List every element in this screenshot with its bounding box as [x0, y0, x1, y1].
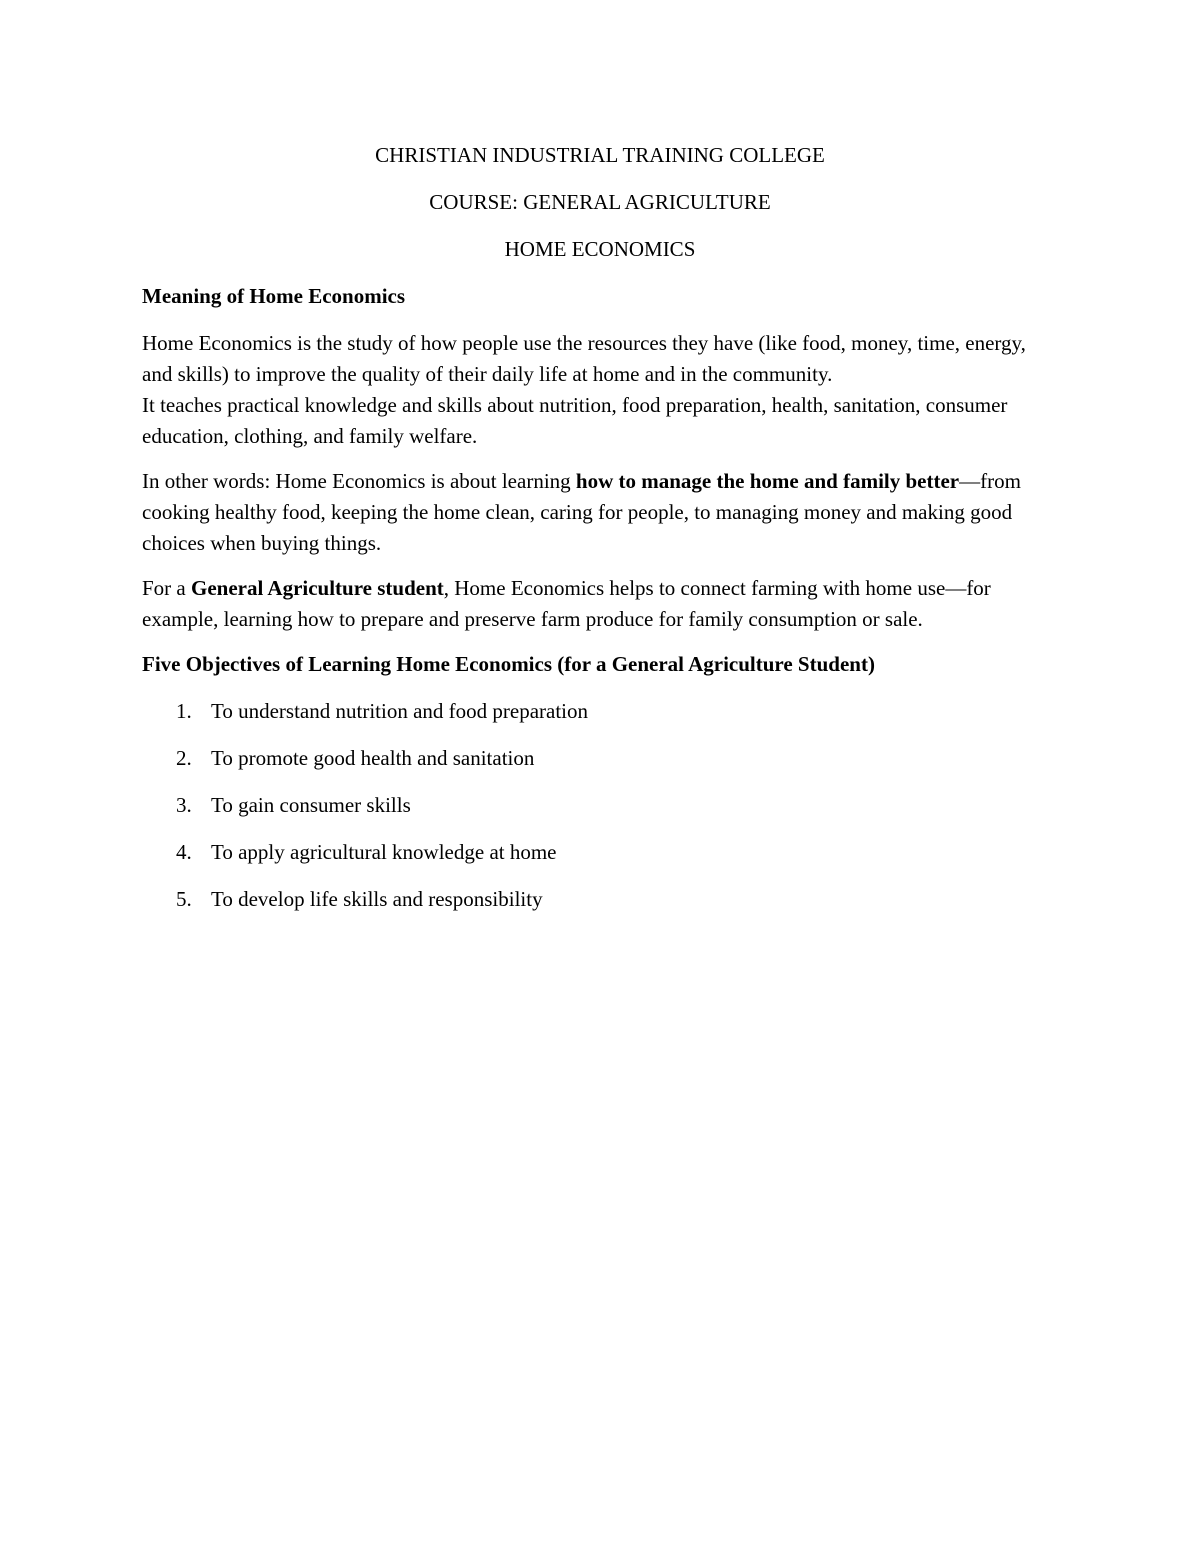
objectives-heading: Five Objectives of Learning Home Economics (for a General Agriculture Student) [142, 652, 875, 676]
list-item-number: 3. [176, 793, 192, 817]
list-item [142, 696, 1058, 727]
meaning-paragraph-1-line-1: Home Economics is the study of how people use the resources they have (like food, money, time, energy, and skills) to improve the quality of their daily life at home and in the community. [142, 331, 1026, 386]
document-body [142, 140, 1058, 931]
meaning-paragraph-3 [142, 573, 1058, 635]
paragraph-3-text-end: , Home Economics helps to connect farming with home use—for example, learning how to prepare and preserve farm produce for family consumption or sale. [142, 576, 991, 631]
list-item [142, 884, 1058, 915]
list-item-number: 1. [176, 699, 192, 723]
list-item-number: 5. [176, 887, 192, 911]
list-item-text: To promote good health and sanitation [211, 746, 535, 770]
list-item-text: To understand nutrition and food preparation [211, 699, 589, 723]
meaning-paragraph-1 [142, 328, 1058, 452]
paragraph-2-bold-text: how to manage the home and family better [575, 469, 960, 493]
paragraph-3-text-start: For a [142, 576, 191, 600]
objectives-list [142, 696, 1058, 915]
list-item [142, 837, 1058, 868]
paragraph-2-text-start: In other words: Home Economics is about learning [142, 469, 576, 493]
meaning-paragraph-2 [142, 466, 1058, 559]
paragraph-2-text-end: —from cooking healthy food, keeping the home clean, caring for people, to managing money and making good choices when buying things. [142, 469, 1021, 555]
list-item-number: 2. [176, 746, 192, 770]
meaning-heading: Meaning of Home Economics [142, 284, 406, 308]
subject-title: HOME ECONOMICS [504, 237, 696, 261]
paragraph-3-bold-text: General Agriculture student [191, 576, 444, 600]
course-title: COURSE: GENERAL AGRICULTURE [429, 190, 771, 214]
list-item-text: To apply agricultural knowledge at home [211, 840, 557, 864]
list-item [142, 790, 1058, 821]
list-item-number: 4. [176, 840, 192, 864]
list-item-text: To develop life skills and responsibility [211, 887, 543, 911]
list-item [142, 743, 1058, 774]
meaning-paragraph-1-line-2: It teaches practical knowledge and skills about nutrition, food preparation, health, sanitation, consumer education, clothing, and family welfare. [142, 393, 1008, 448]
college-title: CHRISTIAN INDUSTRIAL TRAINING COLLEGE [375, 143, 825, 167]
list-item-text: To gain consumer skills [211, 793, 411, 817]
